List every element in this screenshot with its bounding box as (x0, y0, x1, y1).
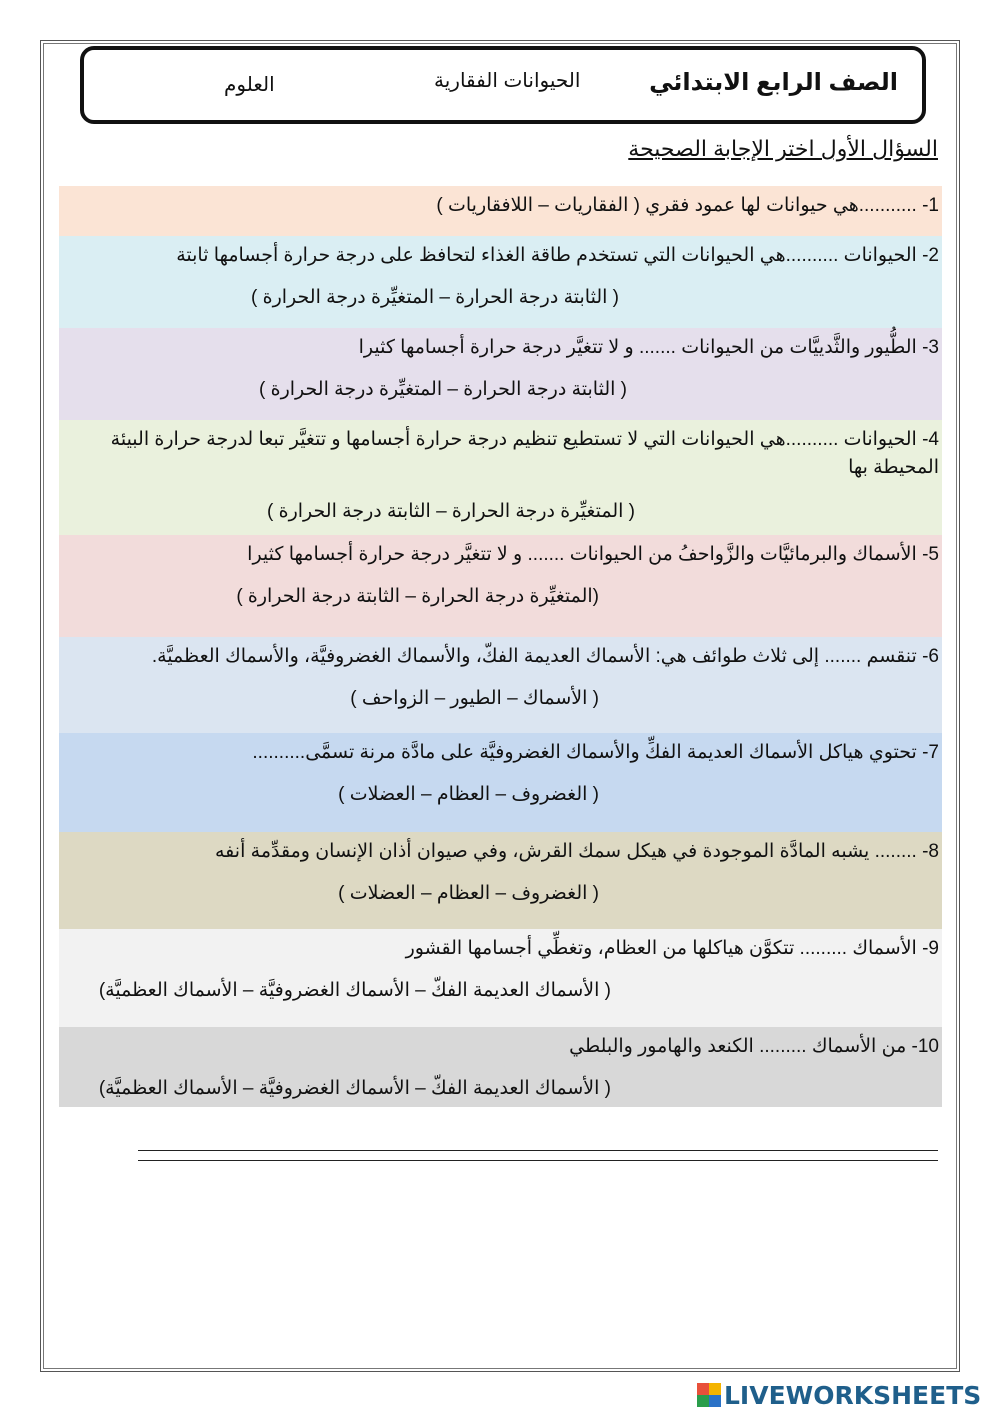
question-2 (59, 236, 942, 328)
answer-options[interactable]: ( الغضروف – العظام – العضلات ) (338, 883, 599, 904)
brand-name: LIVEWORKSHEETS (724, 1380, 982, 1410)
question-3 (59, 328, 942, 420)
question-6 (59, 637, 942, 733)
question-5 (59, 535, 942, 637)
divider-line (138, 1150, 938, 1151)
question-stem: 8- ........ يشبه المادَّة الموجودة في هيكل سمك القرش، وفي صيوان أذان الإنسان ومقدِّمة أنفه (215, 841, 939, 862)
answer-options[interactable]: ( الثابتة درجة الحرارة – المتغيِّرة درجة الحرارة ) (251, 287, 619, 308)
question-8 (59, 832, 942, 929)
worksheet-header (80, 46, 926, 124)
divider-line (138, 1160, 938, 1161)
question-7 (59, 733, 942, 832)
topic-label: الحيوانات الفقارية (434, 70, 581, 92)
question-stem: 4- الحيوانات ..........هي الحيوانات التي لا تستطيع تنظيم درجة حرارة أجسامها و تتغيَّر تبعا لدرجة حرارة البيئة المحيطة بها (110, 429, 939, 478)
section-title: السؤال الأول اختر الإجابة الصحيحة (628, 136, 938, 161)
answer-options[interactable]: ( الأسماك العديمة الفكّ – الأسماك الغضروفيَّة – الأسماك العظميَّة) (98, 980, 611, 1001)
question-4 (59, 420, 942, 535)
question-10 (59, 1027, 942, 1107)
answer-options[interactable]: ( الأسماك العديمة الفكّ – الأسماك الغضروفيَّة – الأسماك العظميَّة) (98, 1078, 611, 1099)
grade-label: الصف الرابع الابتدائي (649, 69, 898, 96)
subject-label: العلوم (224, 74, 275, 96)
answer-options[interactable]: (المتغيِّرة درجة الحرارة – الثابتة درجة الحرارة ) (236, 586, 599, 607)
answer-options[interactable]: ( الغضروف – العظام – العضلات ) (338, 784, 599, 805)
question-stem: 5- الأسماك والبرمائيَّات والزَّواحفُ من الحيوانات ....... و لا تتغيَّر درجة حرارة أجسامها كثيرا (247, 544, 939, 565)
answer-options[interactable]: ( الأسماك – الطيور – الزواحف ) (350, 688, 599, 709)
liveworksheets-logo (697, 1380, 981, 1410)
question-stem: 3- الطُّيور والثَّدييَّات من الحيوانات ....... و لا تتغيَّر درجة حرارة أجسامها كثيرا (358, 337, 939, 358)
question-1 (59, 186, 942, 236)
question-stem: 2- الحيوانات ..........هي الحيوانات التي تستخدم طاقة الغذاء لتحافظ على درجة حرارة أجسامها ثابتة (176, 245, 939, 266)
question-list (59, 186, 942, 1107)
logo-icon (697, 1383, 721, 1407)
question-stem: 10- من الأسماك ......... الكنعد والهامور والبلطي (569, 1036, 939, 1057)
answer-options[interactable]: ( المتغيِّرة درجة الحرارة – الثابتة درجة الحرارة ) (267, 501, 635, 522)
question-stem: 9- الأسماك ......... تتكوَّن هياكلها من العظام، وتغطِّي أجسامها القشور (405, 938, 939, 959)
answer-options[interactable]: ( الثابتة درجة الحرارة – المتغيِّرة درجة الحرارة ) (259, 379, 627, 400)
question-stem: 6- تنقسم ....... إلى ثلاث طوائف هي: الأسماك العديمة الفكّ، والأسماك الغضروفيَّة، والأسماك العظميَّة. (151, 646, 939, 667)
question-stem: 1- ...........هي حيوانات لها عمود فقري ( الفقاريات – اللافقاريات ) (436, 195, 939, 216)
question-stem: 7- تحتوي هياكل الأسماك العديمة الفكِّ والأسماك الغضروفيَّة على مادَّة مرنة تسمَّى.......... (252, 742, 939, 763)
question-9 (59, 929, 942, 1027)
